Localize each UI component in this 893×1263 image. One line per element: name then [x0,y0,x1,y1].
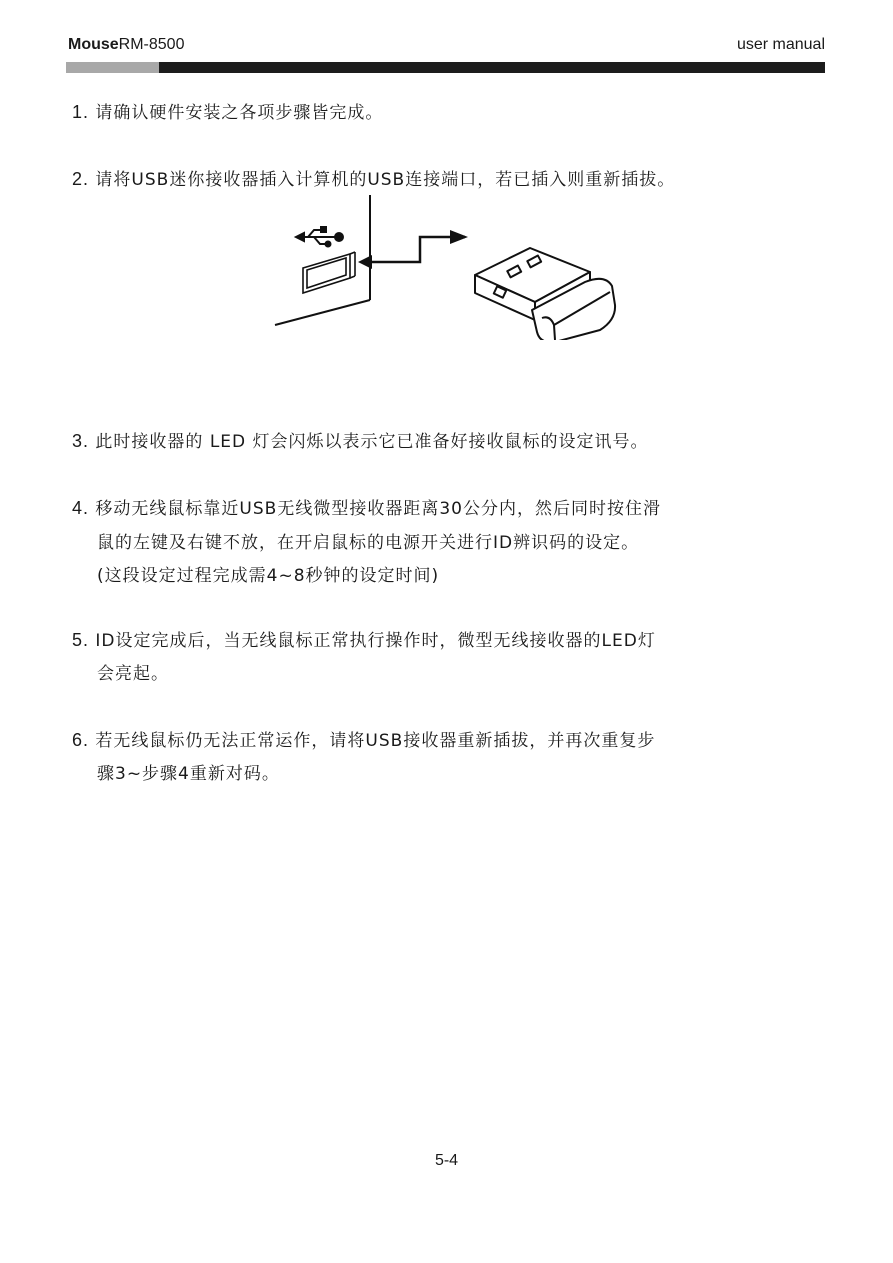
page-header [68,36,825,58]
step-number: 3. [72,431,90,451]
step-text: 请将USB迷你接收器插入计算机的USB连接端口，若已插入则重新插拔。 [95,170,676,190]
step-4-line-2: 鼠的左键及右键不放，在开启鼠标的电源开关进行ID辨识码的设定。 [97,533,640,553]
step-6 [72,724,655,757]
header-rule-light [66,62,159,73]
header-rule-dark [159,62,825,73]
brand-model: RM-8500 [118,36,185,53]
step-number: 1. [72,102,90,122]
step-4 [72,492,661,525]
step-number: 5. [72,630,90,650]
step-number: 2. [72,169,90,189]
step-1 [72,96,383,129]
usb-icon [296,227,343,247]
computer-panel-bottom [275,300,370,325]
manual-label: user manual [736,36,825,53]
step-4-line-3: (这段设定过程完成需4~8秒钟的设定时间) [97,566,440,586]
page-number: 5-4 [434,1152,459,1169]
step-number: 4. [72,498,90,518]
brand-bold: Mouse [68,36,119,53]
step-text: 此时接收器的 LED 灯会闪烁以表示它已准备好接收鼠标的设定讯号。 [95,432,649,452]
arrow-head-left [358,255,372,269]
step-text: ID设定完成后，当无线鼠标正常执行操作时，微型无线接收器的LED灯 [95,631,656,651]
usb-nano-receiver [475,248,615,340]
step-text: 请确认硬件安装之各项步骤皆完成。 [95,103,384,123]
step-5-line-2: 会亮起。 [97,664,169,684]
step-text: 若无线鼠标仍无法正常运作，请将USB接收器重新插拔，并再次重复步 [95,731,656,751]
step-number: 6. [72,730,90,750]
arrow-head-right [450,230,468,244]
step-text: 移动无线鼠标靠近USB无线微型接收器距离30公分内，然后同时按住滑 [95,499,661,519]
step-3 [72,425,649,458]
product-name [68,36,184,54]
step-6-line-2: 骤3~步骤4重新对码。 [97,764,280,784]
usb-port [303,252,355,293]
step-5 [72,624,656,657]
usb-insertion-diagram [260,190,640,340]
